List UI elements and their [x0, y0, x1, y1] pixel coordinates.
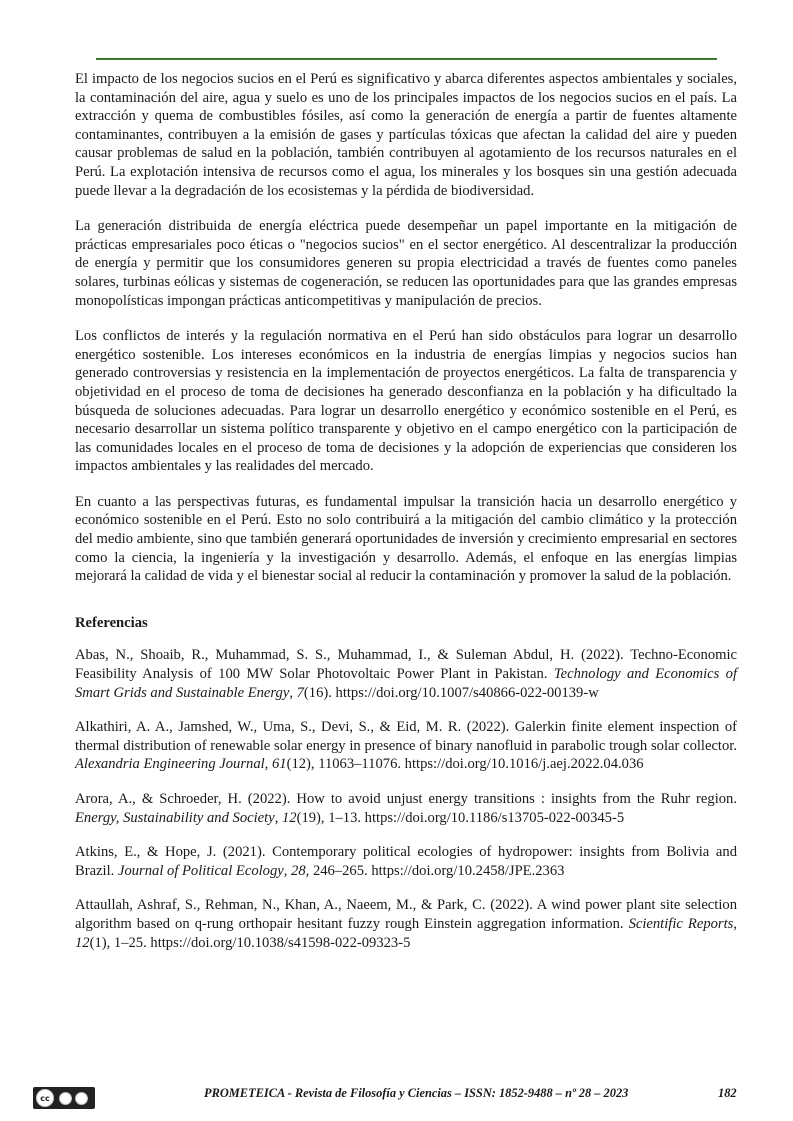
- reference-item: Arora, A., & Schroeder, H. (2022). How to avoid unjust energy transitions : insights from the Ruhr region. Energy, Sustainability and Society, 12(19), 1–13. https://doi.org/10.1186/s13705-022-00345-5: [75, 791, 737, 826]
- reference-item: Atkins, E., & Hope, J. (2021). Contemporary political ecologies of hydropower: insights from Bolivia and Brazil. Journal of Political Ecology, 28, 246–265. https://doi.org/10.2458/JPE.2363: [75, 844, 737, 879]
- reference-item: Attaullah, Ashraf, S., Rehman, N., Khan, A., Naeem, M., & Park, C. (2022). A wind power plant site selection algorithm based on q-rung orthopair hesitant fuzzy rough Einstein aggregation information. Scientific Reports, 12(1), 1–25. https://doi.org/10.1038/s41598-022-09323-5: [75, 897, 737, 951]
- creative-commons-license-icon[interactable]: [33, 1087, 95, 1109]
- by-icon: [59, 1092, 72, 1105]
- paragraph: La generación distribuida de energía eléctrica puede desempeñar un papel importante en la mitigación de prácticas empresariales poco éticas o "negocios sucios" en el sector energético. Al descentralizar la producción de energía y permitir que los consumidores generen su propia electricidad a través de fuentes como paneles solares, turbinas eólicas y sistemas de cogeneración, se reducen las oportunidades para que las grandes empresas monopolísticas impongan prácticas anticompetitivas y manipulación de precios.: [75, 218, 737, 309]
- license-terms-icons: [59, 1092, 88, 1105]
- cc-badge-icon: cc: [36, 1089, 54, 1107]
- paragraph: El impacto de los negocios sucios en el Perú es significativo y abarca diferentes aspectos ambientales y sociales, la contaminación del aire, agua y suelo es uno de los principales impactos de los negocios sucios en el país. La extracción y quema de combustibles fósiles, así como la generación de energía a partir de fuentes altamente contaminantes, contribuyen a la emisión de gases y partículas tóxicas que afectan la calidad del aire y pueden causar problemas de salud en la población, también contribuyen al agotamiento de los recursos naturales en el Perú. La explotación intensiva de recursos como el agua, los minerales y los bosques sin una gestión adecuada puede llevar a la degradación de los ecosistemas y la pérdida de biodiversidad.: [75, 71, 737, 199]
- reference-item: Abas, N., Shoaib, R., Muhammad, S. S., Muhammad, I., & Suleman Abdul, H. (2022). Techno-Economic Feasibility Analysis of 100 MW Solar Photovoltaic Power Plant in Pakistan. Technology and Economics of Smart Grids and Sustainable Energy, 7(16). https://doi.org/10.1007/s40866-022-00139-w: [75, 647, 738, 701]
- paragraph: En cuanto a las perspectivas futuras, es fundamental impulsar la transición hacia un desarrollo energético y económico sostenible en el Perú. Esto no solo contribuirá a la mitigación del cambio climático y la protección del medio ambiente, sino que también generará oportunidades de inversión y crecimiento empresarial en sectores como la ciencia, la ingeniería y la investigación y desarrollo. Además, el enfoque en las energías limpias mejorará la calidad de vida y el bienestar social al reducir la contaminación y promover la salud de la población.: [75, 493, 737, 585]
- references-heading: Referencias: [75, 614, 148, 631]
- page-body: [75, 70, 737, 968]
- page-number: 182: [718, 1086, 737, 1100]
- nc-icon: [75, 1092, 88, 1105]
- reference-item: Alkathiri, A. A., Jamshed, W., Uma, S., Devi, S., & Eid, M. R. (2022). Galerkin finite element inspection of thermal distribution of renewable solar energy in presence of binary nanofluid in parabolic trough solar collector. Alexandria Engineering Journal, 61(12), 11063–11076. https://doi.org/10.1016/j.aej.2022.04.036: [75, 719, 737, 773]
- header-rule: [96, 58, 717, 60]
- page-footer: [0, 1080, 793, 1110]
- journal-citation: PROMETEICA - Revista de Filosofía y Ciencias – ISSN: 1852-9488 – nº 28 – 2023: [204, 1086, 629, 1100]
- paragraph: Los conflictos de interés y la regulación normativa en el Perú han sido obstáculos para lograr un desarrollo energético sostenible. Los intereses económicos en la industria de energías limpias y negocios sucios han generado controversias y resistencia en la implementación de proyectos energéticos. La falta de transparencia y objetividad en el proceso de toma de decisiones ha generado desconfianza en la población y ha dificultado la búsqueda de soluciones adecuadas. Para lograr un desarrollo energético y económico sostenible en el Perú, es necesario desarrollar un sistema político transparente y objetivo en el campo energético con la participación de las comunidades locales en el proceso de toma de decisiones y la adopción de experiencias que consideren los impactos ambientales y las realidades del mercado.: [75, 328, 737, 475]
- references-list: [75, 646, 737, 952]
